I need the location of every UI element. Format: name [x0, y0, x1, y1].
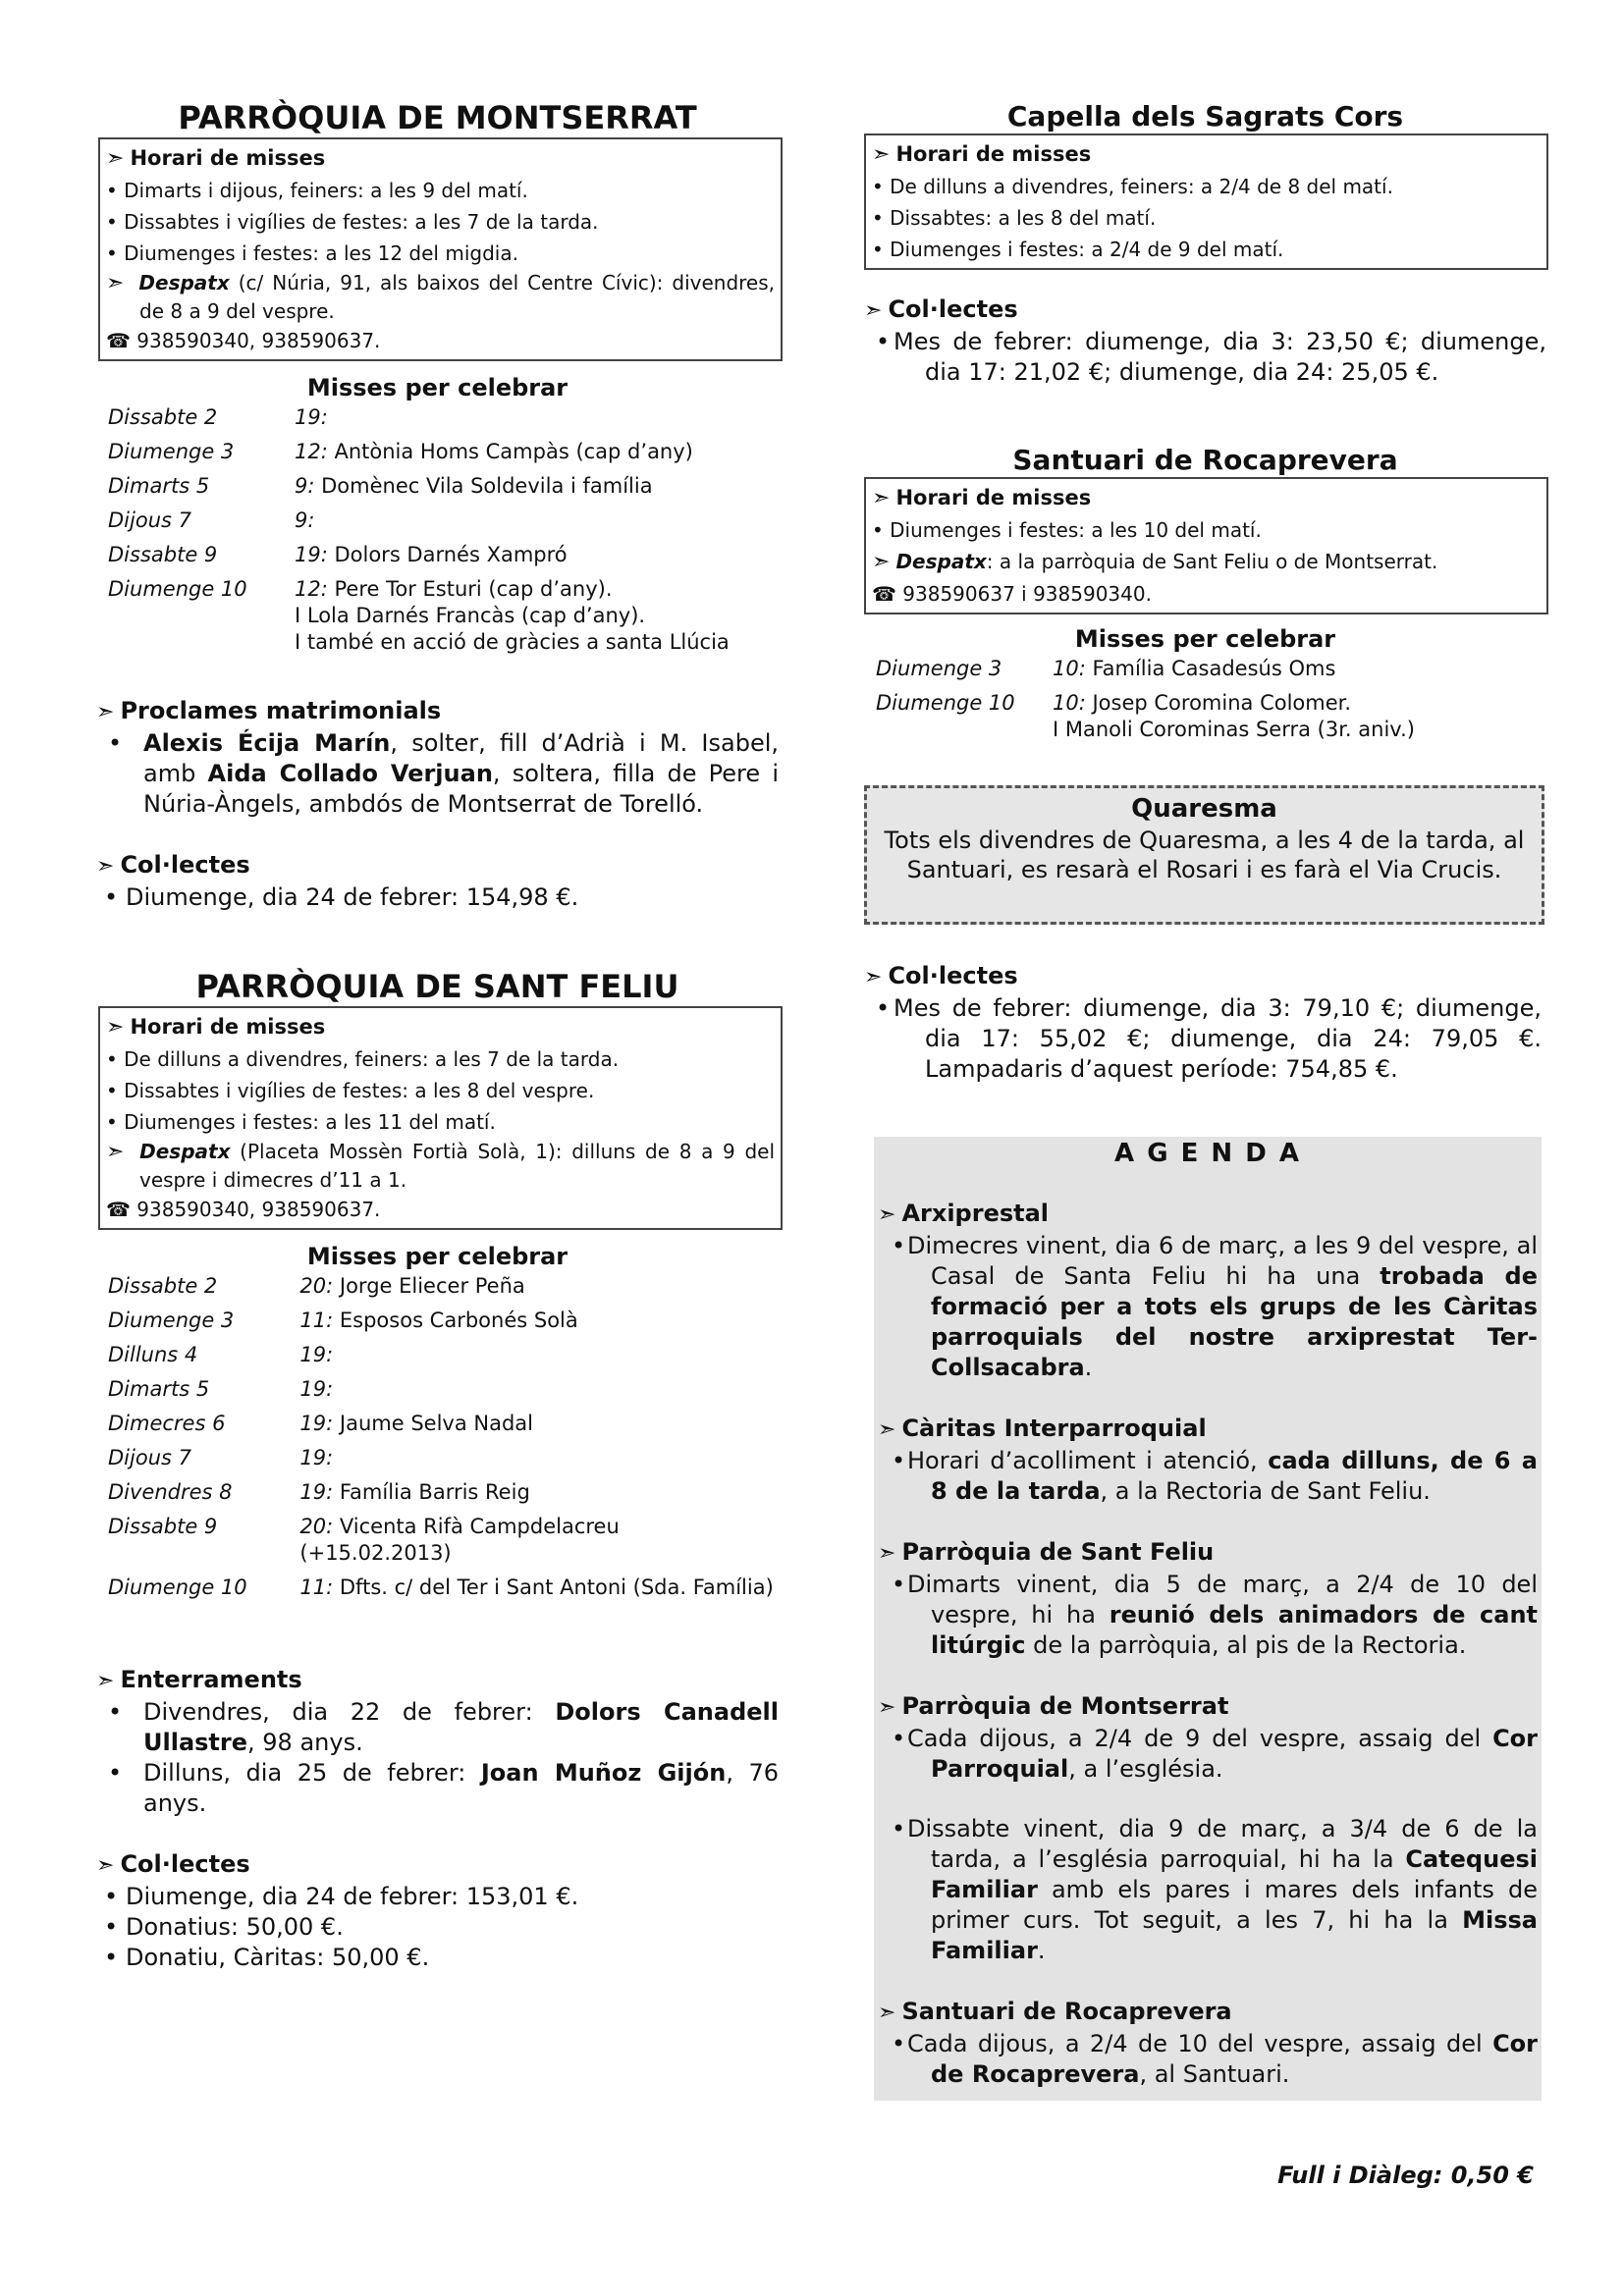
collectes-line: • Diumenge, dia 24 de febrer: 153,01 €. — [104, 1883, 579, 1910]
collectes-line: • Mes de febrer: diumenge, dia 3: 23,50 €; diumenge, dia 17: 21,02 €; diumenge, dia 24: 25,05 €. — [876, 328, 1546, 386]
arrow-icon: ➣ — [864, 298, 883, 323]
collectes-line: • Diumenge, dia 24 de febrer: 154,98 €. — [104, 883, 579, 911]
arrow-icon: ➣ — [878, 1417, 896, 1442]
misses-title: Misses per celebrar — [306, 1243, 568, 1270]
horari-line: Dissabtes i vigílies de festes: a les 7 de la tarda. — [124, 210, 599, 234]
table-row: Dissabte 2 20: Jorge Eliecer Peña — [108, 1274, 525, 1298]
table-row: Diumenge 3 12: Antònia Homs Campàs (cap d’any) — [108, 440, 693, 463]
horari-line: Diumenges i festes: a les 11 del matí. — [124, 1110, 496, 1134]
phone-numbers: 938590340, 938590637. — [136, 329, 381, 352]
despatx-label: Despatx — [139, 1140, 231, 1163]
arrow-icon: ➣ — [864, 965, 883, 989]
table-row: Dilluns 4 19: — [108, 1343, 334, 1366]
despatx-text: (c/ Núria, 91, als baixos del Centre Cívic): divendres, de 8 a 9 del vespre. — [139, 271, 776, 323]
arrow-icon: ➣ — [878, 1695, 896, 1720]
collectes-line: • Donatiu, Càritas: 50,00 €. — [104, 1944, 430, 1971]
despatx-label: Despatx — [138, 271, 230, 294]
rocaprevera-collectes: ➣ Col·lectes • Mes de febrer: diumenge, dia 3: 79,10 €; diumenge, dia 17: 55,02 €; diumenge, dia 24: 79,05 €. Lampadaris d’aquest període: 754,85 €. — [864, 962, 1542, 1083]
rocaprevera-section — [864, 444, 1546, 751]
santfeliu-horari-box: ➣ Horari de misses • De dilluns a divendres, feiners: a les 7 de la tarda. • Dissabtes i vigílies de festes: a les 8 del vespre. • Diumenges i festes: a les 11 del matí. ➣ Despatx (Placeta Mossèn Fortià Solà, 1): dilluns de 8 a 9 del vespre i dimecres d’11 a 1. ☎ 938590340, 938590637. — [98, 1006, 783, 1230]
misses-title: Misses per celebrar — [306, 374, 568, 401]
table-row: Dijous 7 9: — [108, 508, 315, 532]
arrow-icon: ➣ — [96, 700, 115, 724]
montserrat-section — [96, 98, 779, 664]
horari-header: Horari de misses — [130, 1015, 326, 1039]
sagrats-horari-box: ➣ Horari de misses • De dilluns a divendres, feiners: a 2/4 de 8 del matí. • Dissabtes: a les 8 del matí. • Diumenges i festes: a 2/4 de 9 del matí. — [864, 133, 1548, 270]
phone-icon: ☎ — [106, 1198, 131, 1221]
arrow-icon: ➣ — [96, 854, 115, 879]
collectes-title: Col·lectes — [120, 1850, 250, 1878]
table-row: Diumenge 10 12: Pere Tor Esturi (cap d’any). I Lola Darnés Francàs (cap d’any). I també en acció de gràcies a santa Llúcia — [108, 577, 730, 654]
proclames-text: • Alexis Écija Marín, solter, fill d’Adrià i M. Isabel, amb Aida Collado Verjuan, soltera, filla de Pere i Núria-Àngels, ambdós de Montserrat de Torelló. — [108, 729, 780, 818]
table-row: Divendres 8 19: Família Barris Reig — [108, 1480, 530, 1504]
phone-icon: ☎ — [106, 329, 131, 352]
table-row: Dissabte 2 19: — [108, 405, 328, 429]
table-row: Diumenge 10 11: Dfts. c/ del Ter i Sant Antoni (Sda. Família) — [108, 1575, 774, 1599]
arrow-icon: ➣ — [872, 550, 891, 574]
arrow-icon: ➣ — [878, 2001, 896, 2025]
quaresma-box — [864, 785, 1544, 925]
montserrat-misses-table — [96, 404, 730, 664]
table-row: Diumenge 10 10: Josep Coromina Colomer. I Manoli Corominas Serra (3r. aniv.) — [876, 691, 1415, 741]
horari-line: Dimarts i dijous, feiners: a les 9 del matí. — [124, 179, 528, 202]
table-row: Dissabte 9 20: Vicenta Rifà Campdelacreu (+15.02.2013) — [108, 1515, 620, 1565]
enterraments-section — [96, 1664, 779, 1973]
table-row: Dissabte 9 19: Dolors Darnés Xampró — [108, 543, 568, 566]
sagrats-title: Capella dels Sagrats Cors — [1006, 100, 1404, 133]
collectes-line: • Mes de febrer: diumenge, dia 3: 79,10 €; diumenge, dia 17: 55,02 €; diumenge, dia 24: 79,05 €. Lampadaris d’aquest període: 754,85 €. — [876, 994, 1542, 1083]
horari-line: De dilluns a divendres, feiners: a les 7 de la tarda. — [124, 1047, 620, 1071]
misses-title: Misses per celebrar — [1074, 625, 1336, 653]
table-row: Diumenge 3 10: Família Casadesús Oms — [876, 657, 1336, 680]
table-row: Dimecres 6 19: Jaume Selva Nadal — [108, 1412, 533, 1435]
phone-numbers: 938590340, 938590637. — [136, 1198, 381, 1221]
agenda-arxiprestal: ➣ Arxiprestal •Dimecres vinent, dia 6 de març, a les 9 del vespre, al Casal de Santa Feliu hi ha una trobada de formació per a tots els grups de les Càritas parroquials del nostre arxiprestat Ter-Collsacabra. — [878, 1200, 1539, 1381]
proclames-section — [96, 695, 779, 913]
arrow-icon: ➣ — [872, 486, 891, 510]
santfeliu-section — [96, 967, 779, 1609]
agenda-box — [874, 1137, 1542, 2101]
quaresma-title: Quaresma — [1131, 794, 1277, 824]
collectes-title: Col·lectes — [120, 851, 250, 879]
horari-header: Horari de misses — [130, 146, 326, 170]
table-row: Dimarts 5 9: Domènec Vila Soldevila i família — [108, 474, 653, 498]
phone-icon: ☎ — [872, 582, 896, 606]
santfeliu-title: PARRÒQUIA DE SANT FELIU — [195, 968, 679, 1005]
footer-price: Full i Diàleg: 0,50 € — [1277, 2162, 1534, 2189]
arrow-icon: ➣ — [106, 271, 125, 295]
arrow-icon: ➣ — [106, 1140, 125, 1164]
proclames-title: Proclames matrimonials — [120, 697, 442, 724]
arrow-icon: ➣ — [106, 146, 125, 171]
arrow-icon: ➣ — [878, 1202, 896, 1227]
collectes-line: • Donatius: 50,00 €. — [104, 1913, 344, 1941]
table-row: Diumenge 3 11: Esposos Carbonés Solà — [108, 1308, 578, 1332]
agenda-caritas: ➣ Càritas Interparroquial •Horari d’acolliment i atenció, cada dilluns, de 6 a 8 de la tarda, a la Rectoria de Sant Feliu. — [878, 1415, 1538, 1505]
rocaprevera-misses-table — [864, 656, 1415, 751]
montserrat-horari-box: ➣ Horari de misses • Dimarts i dijous, feiners: a les 9 del matí. • Dissabtes i vigílies de festes: a les 7 de la tarda. • Diumenges i festes: a les 12 del migdia. ➣ Despatx (c/ Núria, 91, als baixos del Centre Cívic): divendres, de 8 a 9 del vespre. ☎ 938590340, 938590637. — [98, 137, 783, 361]
despatx-text: (Placeta Mossèn Fortià Solà, 1): dilluns de 8 a 9 del vespre i dimecres d’11 a 1. — [139, 1140, 776, 1192]
agenda-santfeliu: ➣ Parròquia de Sant Feliu •Dimarts vinent, dia 5 de març, a 2/4 de 10 del vespre, hi ha reunió dels animadors de cant litúrgic de la parròquia, al pis de la Rectoria. — [878, 1538, 1539, 1659]
montserrat-title: PARRÒQUIA DE MONTSERRAT — [178, 99, 697, 136]
quaresma-text: Tots els divendres de Quaresma, a les 4 de la tarda, al Santuari, es resarà el Rosari i es farà el Via Crucis. — [884, 827, 1525, 883]
table-row: Dijous 7 19: — [108, 1446, 334, 1469]
horari-line: Dissabtes i vigílies de festes: a les 8 del vespre. — [124, 1079, 595, 1102]
collectes-title: Col·lectes — [888, 295, 1018, 323]
agenda-rocaprevera: ➣ Santuari de Rocaprevera •Cada dijous, a 2/4 de 10 del vespre, assaig del Cor de Rocaprevera, al Santuari. — [878, 1998, 1538, 2088]
horari-line: Diumenges i festes: a les 12 del migdia. — [124, 241, 518, 265]
table-row: Dimarts 5 19: — [108, 1377, 334, 1401]
arrow-icon: ➣ — [872, 142, 891, 167]
santfeliu-misses-table — [96, 1273, 774, 1609]
enterraments-title: Enterraments — [120, 1666, 302, 1693]
rocaprevera-horari-box: ➣ Horari de misses • Diumenges i festes: a les 10 del matí. ➣ Despatx: a la parròquia de Sant Feliu o de Montserrat. ☎ 938590637 i 938590340. — [864, 477, 1548, 614]
rocaprevera-title: Santuari de Rocaprevera — [1012, 444, 1398, 476]
arrow-icon: ➣ — [96, 1853, 115, 1878]
arrow-icon: ➣ — [96, 1669, 115, 1693]
arrow-icon: ➣ — [878, 1541, 896, 1566]
agenda-title: A G E N D A — [1114, 1139, 1301, 1168]
arrow-icon: ➣ — [106, 1015, 125, 1040]
agenda-montserrat: ➣ Parròquia de Montserrat •Cada dijous, a 2/4 de 9 del vespre, assaig del Cor Parroquial, a l’església. •Dissabte vinent, dia 9 de març, a 3/4 de 6 de la tarda, a l’església parroquial, hi ha la Catequesi Familiar amb els pares i mares dels infants de primer curs. Tot seguit, a les 7, hi ha la Missa Familiar. — [878, 1692, 1538, 1964]
enterrament-item: • Divendres, dia 22 de febrer: Dolors Canadell Ullastre, 98 anys. — [108, 1698, 779, 1756]
enterrament-item: • Dilluns, dia 25 de febrer: Joan Muñoz Gijón, 76 anys. — [108, 1759, 779, 1817]
sagrats-section — [864, 100, 1546, 388]
